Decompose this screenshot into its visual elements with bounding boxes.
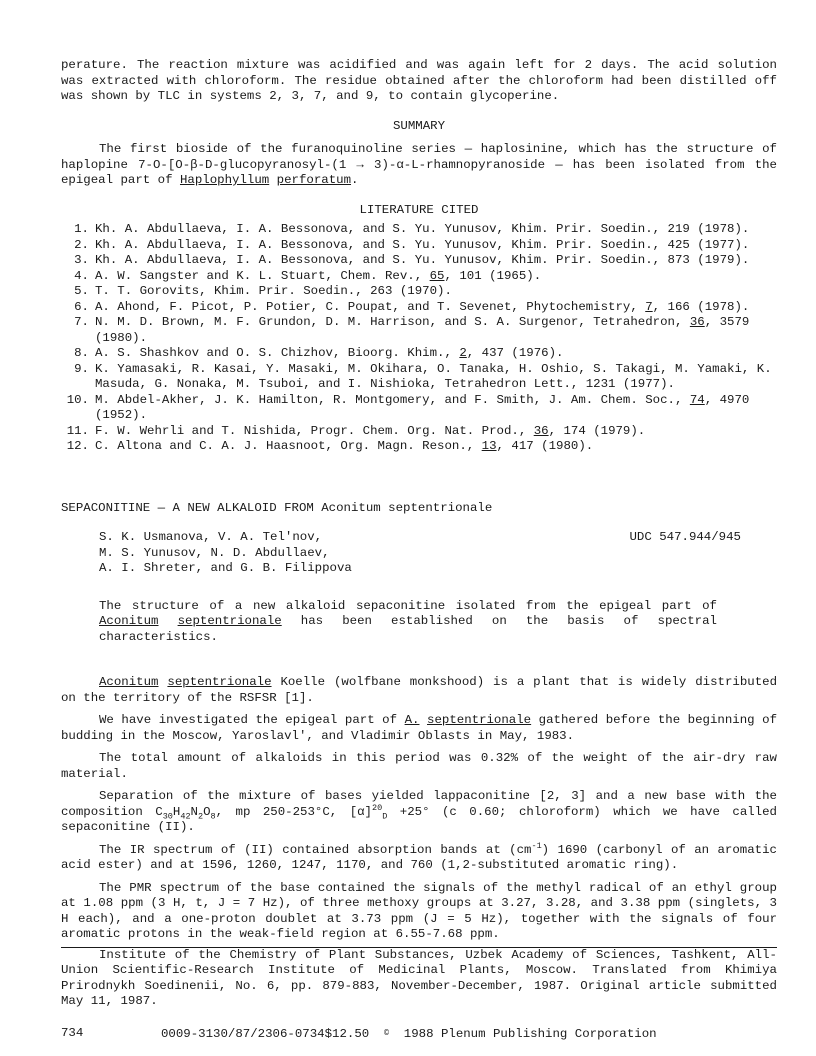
- reference-text: Kh. A. Abdullaeva, I. A. Bessonova, and S. Yu. Yunusov, Khim. Prir. Soedin., 425 (1977).: [95, 237, 750, 252]
- continuation-paragraph: perature. The reaction mixture was acidified and was again left for 2 days. The acid solution was extracted with chloroform. The residue obtained after the chloroform had been distilled off was shown by TLC in systems 2, 3, 7, and 9, to contain glycoperine.: [61, 58, 777, 103]
- body-paragraph-4: [61, 789, 777, 836]
- literature-heading: LITERATURE CITED: [359, 202, 479, 217]
- reference-volume: 36: [533, 423, 549, 438]
- author-line-1: S. K. Usmanova, V. A. Tel'nov,: [99, 530, 323, 544]
- author-list: [99, 530, 352, 577]
- reference-number: 1.: [74, 222, 89, 236]
- reference-pages: , 3579 (1980).: [95, 315, 750, 345]
- reference-number: 2.: [74, 237, 89, 252]
- summary-text: The first bioside of the furanoquinoline series — haplosinine, which has the structure of haplopine 7-O-[O-β-D-glucopyranosyl-(1 → 3)-α-L-rhamnopyranoside — has been isolated from the epigeal part of: [61, 142, 777, 187]
- body-paragraph-2: [61, 713, 777, 744]
- author-line-3: A. I. Shreter, and G. B. Filippova: [99, 561, 352, 575]
- reference-number: 3.: [74, 253, 89, 267]
- reference-number: 11.: [66, 423, 89, 438]
- page-footer: [61, 1026, 777, 1043]
- reference-pages: , 417 (1980).: [496, 439, 594, 453]
- reference-item: [61, 393, 777, 424]
- body-species: septentrionale: [167, 675, 272, 689]
- body-p2-species: septentrionale: [427, 713, 532, 727]
- reference-item: [61, 269, 777, 285]
- copyright-icon: ©: [384, 1028, 389, 1038]
- author-block: [99, 530, 777, 577]
- reference-number: 5.: [74, 284, 89, 298]
- abstract-text: The structure of a new alkaloid sepaconitine isolated from the epigeal part of: [99, 598, 717, 613]
- reference-text: [95, 393, 777, 424]
- reference-citation: A. W. Sangster and K. L. Stuart, Chem. Rev.,: [95, 268, 430, 283]
- formula-n-count: 2: [197, 810, 204, 821]
- reference-text: Kh. A. Abdullaeva, I. A. Bessonova, and S. Yu. Yunusov, Khim. Prir. Soedin., 873 (1979).: [95, 253, 750, 267]
- reference-number: 7.: [74, 315, 89, 329]
- reference-volume: 36: [689, 315, 705, 329]
- reference-citation: F. W. Wehrli and T. Nishida, Progr. Chem. Org. Nat. Prod.,: [95, 423, 534, 438]
- body-p2-genus: A.: [404, 713, 420, 727]
- body-p5-start: The IR spectrum of (II) contained absorption bands at (cm: [99, 842, 532, 857]
- rotation-temp: 20: [372, 802, 383, 813]
- reference-citation: A. S. Shashkov and O. S. Chizhov, Bioorg. Khim.,: [95, 346, 460, 360]
- reference-number: 9.: [74, 361, 89, 376]
- reference-item: [61, 284, 777, 300]
- reference-text: [95, 269, 777, 285]
- reference-item: [61, 439, 777, 455]
- abstract-end: has been established on the basis of spectral characteristics.: [99, 614, 717, 644]
- reference-pages: , 437 (1976).: [466, 346, 564, 360]
- reference-item: [61, 253, 777, 269]
- reference-item: [61, 346, 777, 362]
- reference-text: [95, 300, 777, 316]
- reference-number: 10.: [66, 392, 89, 407]
- abstract: [99, 599, 717, 646]
- body-p4-mp: , mp 250-253°C, [α]: [215, 804, 372, 819]
- reference-number: 6.: [74, 299, 89, 314]
- formula-h-count: 42: [180, 810, 191, 821]
- reference-citation: C. Altona and C. A. J. Haasnoot, Org. Magn. Reson.,: [95, 439, 482, 453]
- reference-item: [61, 300, 777, 316]
- body-paragraph-6: The PMR spectrum of the base contained the signals of the methyl radical of an ethyl group at 1.08 ppm (3 H, t, J = 7 Hz), of three methoxy groups at 3.27, 3.28, and 3.38 ppm (singlets, 3 H each), and a one-proton doublet at 3.73 ppm (J = 5 Hz), together with the signals of four aromatic protons in the weak-field region at 6.55-7.68 ppm.: [61, 880, 777, 941]
- body-p2-end: gathered before the beginning of budding in the Moscow, Yaroslavl', and Vladimir Oblasts in May, 1983.: [61, 713, 778, 743]
- formula-o-count: 8: [210, 810, 216, 821]
- reference-text: [95, 439, 777, 455]
- body-p4-start: Separation of the mixture of bases yielded lappaconitine [2, 3] and a new base with the composition C: [61, 789, 777, 819]
- udc-code: UDC 547.944/945: [629, 530, 741, 544]
- body-genus: Aconitum: [99, 675, 159, 689]
- article-code: 0009-3130/87/2306-0734$12.50: [161, 1026, 370, 1041]
- reference-text: [95, 424, 777, 440]
- summary-species: perforatum: [276, 173, 352, 187]
- reference-item: [61, 315, 777, 346]
- footnote-text: Institute of the Chemistry of Plant Substances, Uzbek Academy of Sciences, Tashkent, All-Union Scientific-Research Institute of Medicinal Plants, Moscow. Translated from Khimiya Prirodnykh Soedinenii, No. 6, pp. 879-883, November-December, 1987. Original article submitted May 11, 1987.: [61, 947, 777, 1008]
- abstract-genus: Aconitum: [99, 614, 159, 628]
- body-p1-text: Koelle (wolfbane monkshood) is a plant that is widely distributed on the territory of the RSFSR [1].: [61, 675, 778, 705]
- page-number: 734: [61, 1025, 84, 1040]
- formula-h: H: [172, 804, 181, 819]
- wavenumber-exponent: -1: [531, 840, 542, 851]
- formula-n: N: [190, 804, 198, 819]
- summary-heading: SUMMARY: [392, 118, 446, 133]
- formula-o: O: [203, 804, 211, 819]
- reference-text: T. T. Gorovits, Khim. Prir. Soedin., 263 (1970).: [95, 284, 452, 298]
- reference-text: [95, 315, 777, 346]
- reference-text: Kh. A. Abdullaeva, I. A. Bessonova, and S. Yu. Yunusov, Khim. Prir. Soedin., 219 (1978).: [95, 222, 750, 236]
- reference-item: [61, 238, 777, 254]
- summary-paragraph: [61, 142, 777, 189]
- reference-citation: M. Abdel-Akher, J. K. Hamilton, R. Montgomery, and F. Smith, J. Am. Chem. Soc.,: [95, 392, 690, 407]
- reference-volume: 13: [481, 439, 497, 453]
- article-title: SEPACONITINE — A NEW ALKALOID FROM Aconitum septentrionale: [61, 500, 493, 515]
- reference-number: 12.: [66, 439, 89, 453]
- reference-item: [61, 424, 777, 440]
- author-line-2: M. S. Yunusov, N. D. Abdullaev,: [99, 545, 330, 560]
- reference-text: K. Yamasaki, R. Kasai, Y. Masaki, M. Okihara, O. Tanaka, H. Oshio, S. Takagi, M. Yamaki, K. Masuda, G. Nonaka, M. Tsuboi, and I. Nishioka, Tetrahedron Lett., 1231 (1977).: [95, 361, 772, 391]
- reference-citation: A. Ahond, F. Picot, P. Potier, C. Poupat, and T. Sevenet, Phytochemistry,: [95, 299, 646, 314]
- footer-line: [161, 1026, 777, 1043]
- reference-pages: , 166 (1978).: [652, 299, 750, 314]
- article-body: [61, 675, 777, 943]
- summary-genus: Haplophyllum: [179, 173, 270, 187]
- reference-volume: 7: [645, 299, 653, 314]
- body-p4-end: +25° (c 0.60; chloroform) which we have called sepaconitine (II).: [61, 804, 777, 834]
- reference-text: [95, 346, 777, 362]
- footnote: [61, 948, 777, 1010]
- reference-volume: 65: [429, 268, 445, 283]
- reference-volume: 74: [689, 392, 705, 407]
- reference-number: 8.: [74, 346, 89, 360]
- body-paragraph-5: [61, 840, 777, 874]
- reference-number: 4.: [74, 268, 89, 283]
- rotation-line: D: [382, 810, 388, 821]
- body-p2-start: We have investigated the epigeal part of: [99, 713, 405, 727]
- summary-end: .: [351, 173, 359, 187]
- reference-list: [61, 222, 777, 455]
- document-page: [61, 58, 777, 1042]
- reference-pages: , 174 (1979).: [548, 423, 646, 438]
- reference-pages: , 4970 (1952).: [95, 392, 750, 422]
- formula-c-count: 30: [162, 810, 173, 821]
- abstract-species: septentrionale: [177, 614, 282, 628]
- body-p5-end: ) 1690 (carbonyl of an aromatic acid ester) and at 1596, 1260, 1247, 1170, and 760 (1,2-substituted aromatic ring).: [61, 842, 777, 872]
- reference-item: [61, 362, 777, 393]
- body-paragraph-3: The total amount of alkaloids in this period was 0.32% of the weight of the air-dry raw material.: [61, 751, 777, 781]
- reference-pages: , 101 (1965).: [444, 268, 542, 283]
- body-paragraph-1: [61, 675, 777, 706]
- reference-volume: 2: [459, 346, 467, 360]
- reference-item: [61, 222, 777, 238]
- reference-citation: N. M. D. Brown, M. F. Grundon, D. M. Harrison, and S. A. Surgenor, Tetrahedron,: [95, 315, 690, 329]
- publisher-line: 1988 Plenum Publishing Corporation: [403, 1026, 657, 1041]
